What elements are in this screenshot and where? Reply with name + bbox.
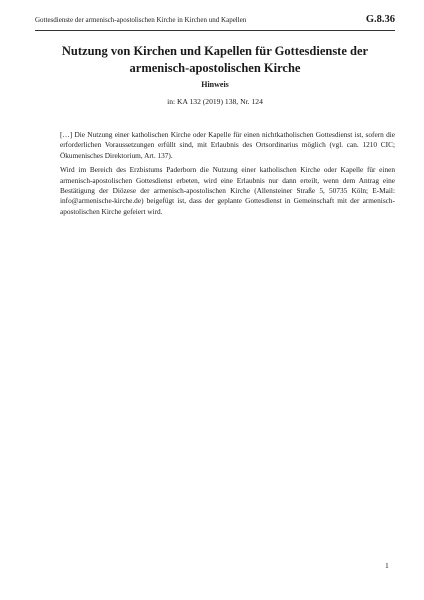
running-header bbox=[35, 15, 395, 29]
title-line-2: armenisch-apostolischen Kirche bbox=[129, 61, 301, 75]
title-line-1: Nutzung von Kirchen und Kapellen für Gottesdienste der bbox=[61, 44, 369, 58]
source-reference: in: KA 132 (2019) 138, Nr. 124 bbox=[167, 97, 263, 106]
running-title: Gottesdienste der armenisch-apostolischen Kirche in Kirchen und Kapellen bbox=[35, 16, 247, 24]
paragraph: […] Die Nutzung einer katholischen Kirche oder Kapelle für einen nichtkatholischen Gottesdienst ist, sofern die erforderlichen Voraussetzungen erfüllt sind, mit Erlaubnis des Ortsordinarius möglich (vgl. can. 1210 CIC; Ökumenisches Direktorium, Art. 137). bbox=[60, 130, 395, 160]
page-number: 1 bbox=[385, 561, 389, 570]
header-rule bbox=[35, 30, 395, 31]
document-title bbox=[35, 43, 395, 77]
section-code: G.8.36 bbox=[365, 14, 395, 25]
document-subtitle: Hinweis bbox=[201, 80, 229, 89]
body-text bbox=[60, 130, 395, 221]
paragraph: Wird im Bereich des Erzbistums Paderborn die Nutzung einer katholischen Kirche oder Kapelle für einen armenisch-apostolischen Gottesdienst erbeten, wird eine Erlaubnis nur dann erteilt, wenn dem Antrag eine Bestätigung der Diözese der armenisch-apostolischen Kirche (Allensteiner Straße 5, 50735 Köln; E-Mail: info@armenische-kirche.de) beigefügt ist, dass der geplante Gottesdienst in Gemeinschaft mit der armenisch-apostolischen Kirche gefeiert wird. bbox=[60, 165, 395, 216]
